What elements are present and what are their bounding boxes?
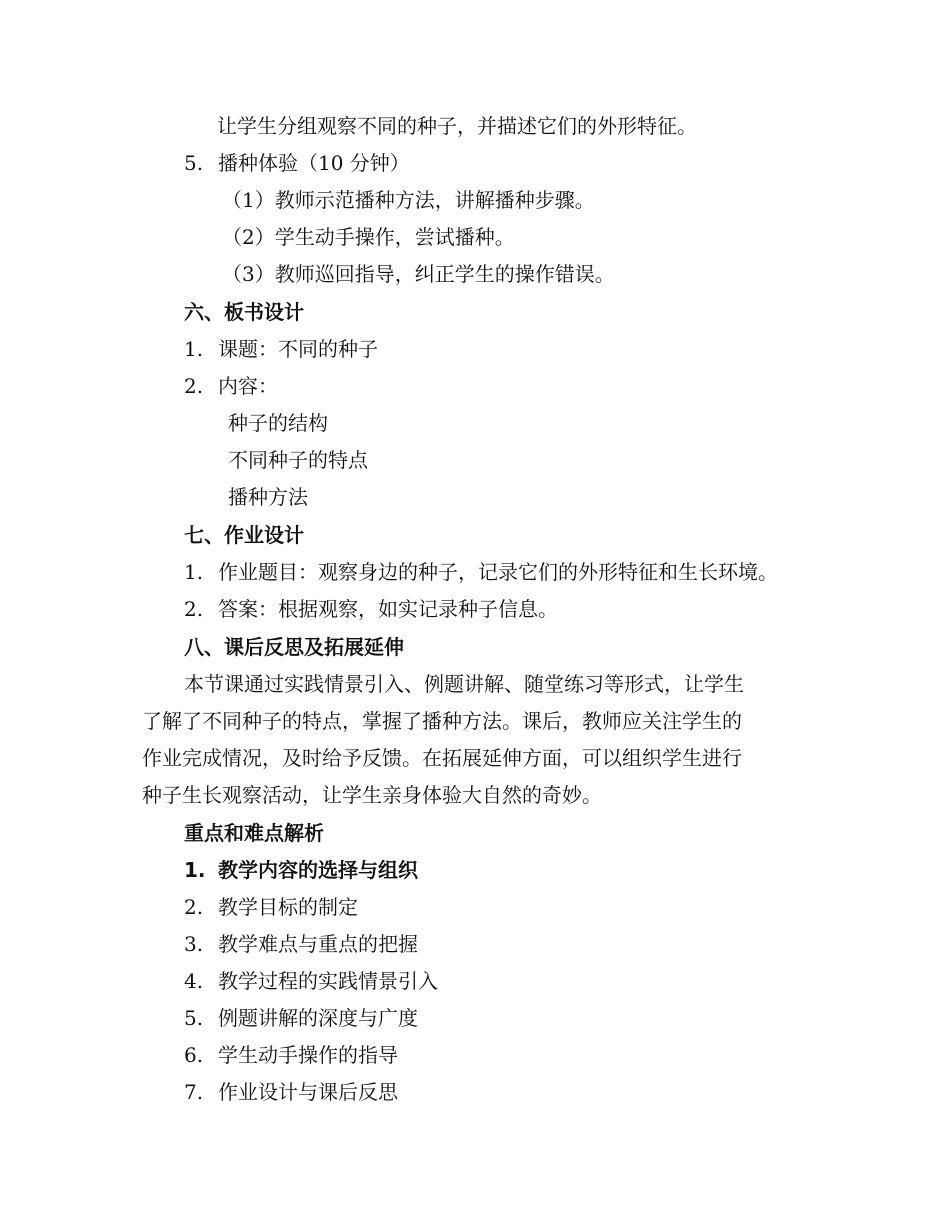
key-point-6-number: 6. (184, 1043, 204, 1067)
section8-paragraph-line-1: 本节课通过实践情景引入、例题讲解、随堂练习等形式，让学生 (184, 672, 744, 696)
key-point-1-number: 1. (184, 858, 206, 882)
key-point-6-text: 学生动手操作的指导 (218, 1043, 398, 1067)
key-point-5-number: 5. (184, 1006, 204, 1030)
section8-paragraph-line-2: 了解了不同种子的特点，掌握了播种方法。课后，教师应关注学生的 (142, 709, 742, 733)
key-point-6 (184, 1041, 398, 1069)
key-point-2 (184, 893, 358, 921)
section6-content-2: 不同种子的特点 (228, 448, 368, 472)
section6-item-2-number: 2. (184, 374, 204, 398)
step5-sub-1: （1）教师示范播种方法，讲解播种步骤。 (222, 188, 595, 212)
key-point-7 (184, 1078, 398, 1106)
section7-item-2 (184, 595, 558, 623)
key-point-3 (184, 930, 418, 958)
key-point-3-text: 教学难点与重点的把握 (218, 932, 418, 956)
key-point-4-number: 4. (184, 969, 204, 993)
key-points-heading: 重点和难点解析 (184, 821, 324, 845)
section6-item-1-text: 课题：不同的种子 (218, 337, 378, 361)
section6-content-3: 播种方法 (228, 485, 308, 509)
step5-sub-2: （2）学生动手操作，尝试播种。 (222, 225, 515, 249)
key-point-3-number: 3. (184, 932, 204, 956)
section6-item-1 (184, 335, 378, 363)
section8-paragraph-line-3: 作业完成情况，及时给予反馈。在拓展延伸方面，可以组织学生进行 (142, 746, 742, 770)
intro-line: 让学生分组观察不同的种子，并描述它们的外形特征。 (217, 114, 697, 138)
section6-heading: 六、板书设计 (184, 300, 304, 324)
key-point-5 (184, 1004, 418, 1032)
section7-heading: 七、作业设计 (184, 523, 304, 547)
key-point-4-text: 教学过程的实践情景引入 (218, 969, 438, 993)
section6-item-2-text: 内容： (218, 374, 278, 398)
step5-number: 5. (184, 151, 204, 175)
key-point-2-text: 教学目标的制定 (218, 895, 358, 919)
section7-item-1 (184, 558, 778, 586)
key-point-7-number: 7. (184, 1080, 204, 1104)
section7-item-1-number: 1. (184, 560, 204, 584)
section6-item-2 (184, 372, 278, 400)
section6-content-1: 种子的结构 (228, 411, 328, 435)
key-point-1 (184, 856, 418, 884)
key-point-4 (184, 967, 438, 995)
section8-heading: 八、课后反思及拓展延伸 (184, 635, 404, 659)
section7-item-1-text: 作业题目：观察身边的种子，记录它们的外形特征和生长环境。 (218, 560, 778, 584)
section8-paragraph-line-4: 种子生长观察活动，让学生亲身体验大自然的奇妙。 (142, 783, 602, 807)
step5-title: 播种体验（10 分钟） (218, 151, 410, 175)
step5-line (184, 149, 410, 177)
step5-sub-3: （3）教师巡回指导，纠正学生的操作错误。 (222, 262, 615, 286)
section7-item-2-text: 答案：根据观察，如实记录种子信息。 (218, 597, 558, 621)
key-point-2-number: 2. (184, 895, 204, 919)
key-point-1-text: 教学内容的选择与组织 (218, 858, 418, 882)
key-point-7-text: 作业设计与课后反思 (218, 1080, 398, 1104)
section6-item-1-number: 1. (184, 337, 204, 361)
key-point-5-text: 例题讲解的深度与广度 (218, 1006, 418, 1030)
section7-item-2-number: 2. (184, 597, 204, 621)
